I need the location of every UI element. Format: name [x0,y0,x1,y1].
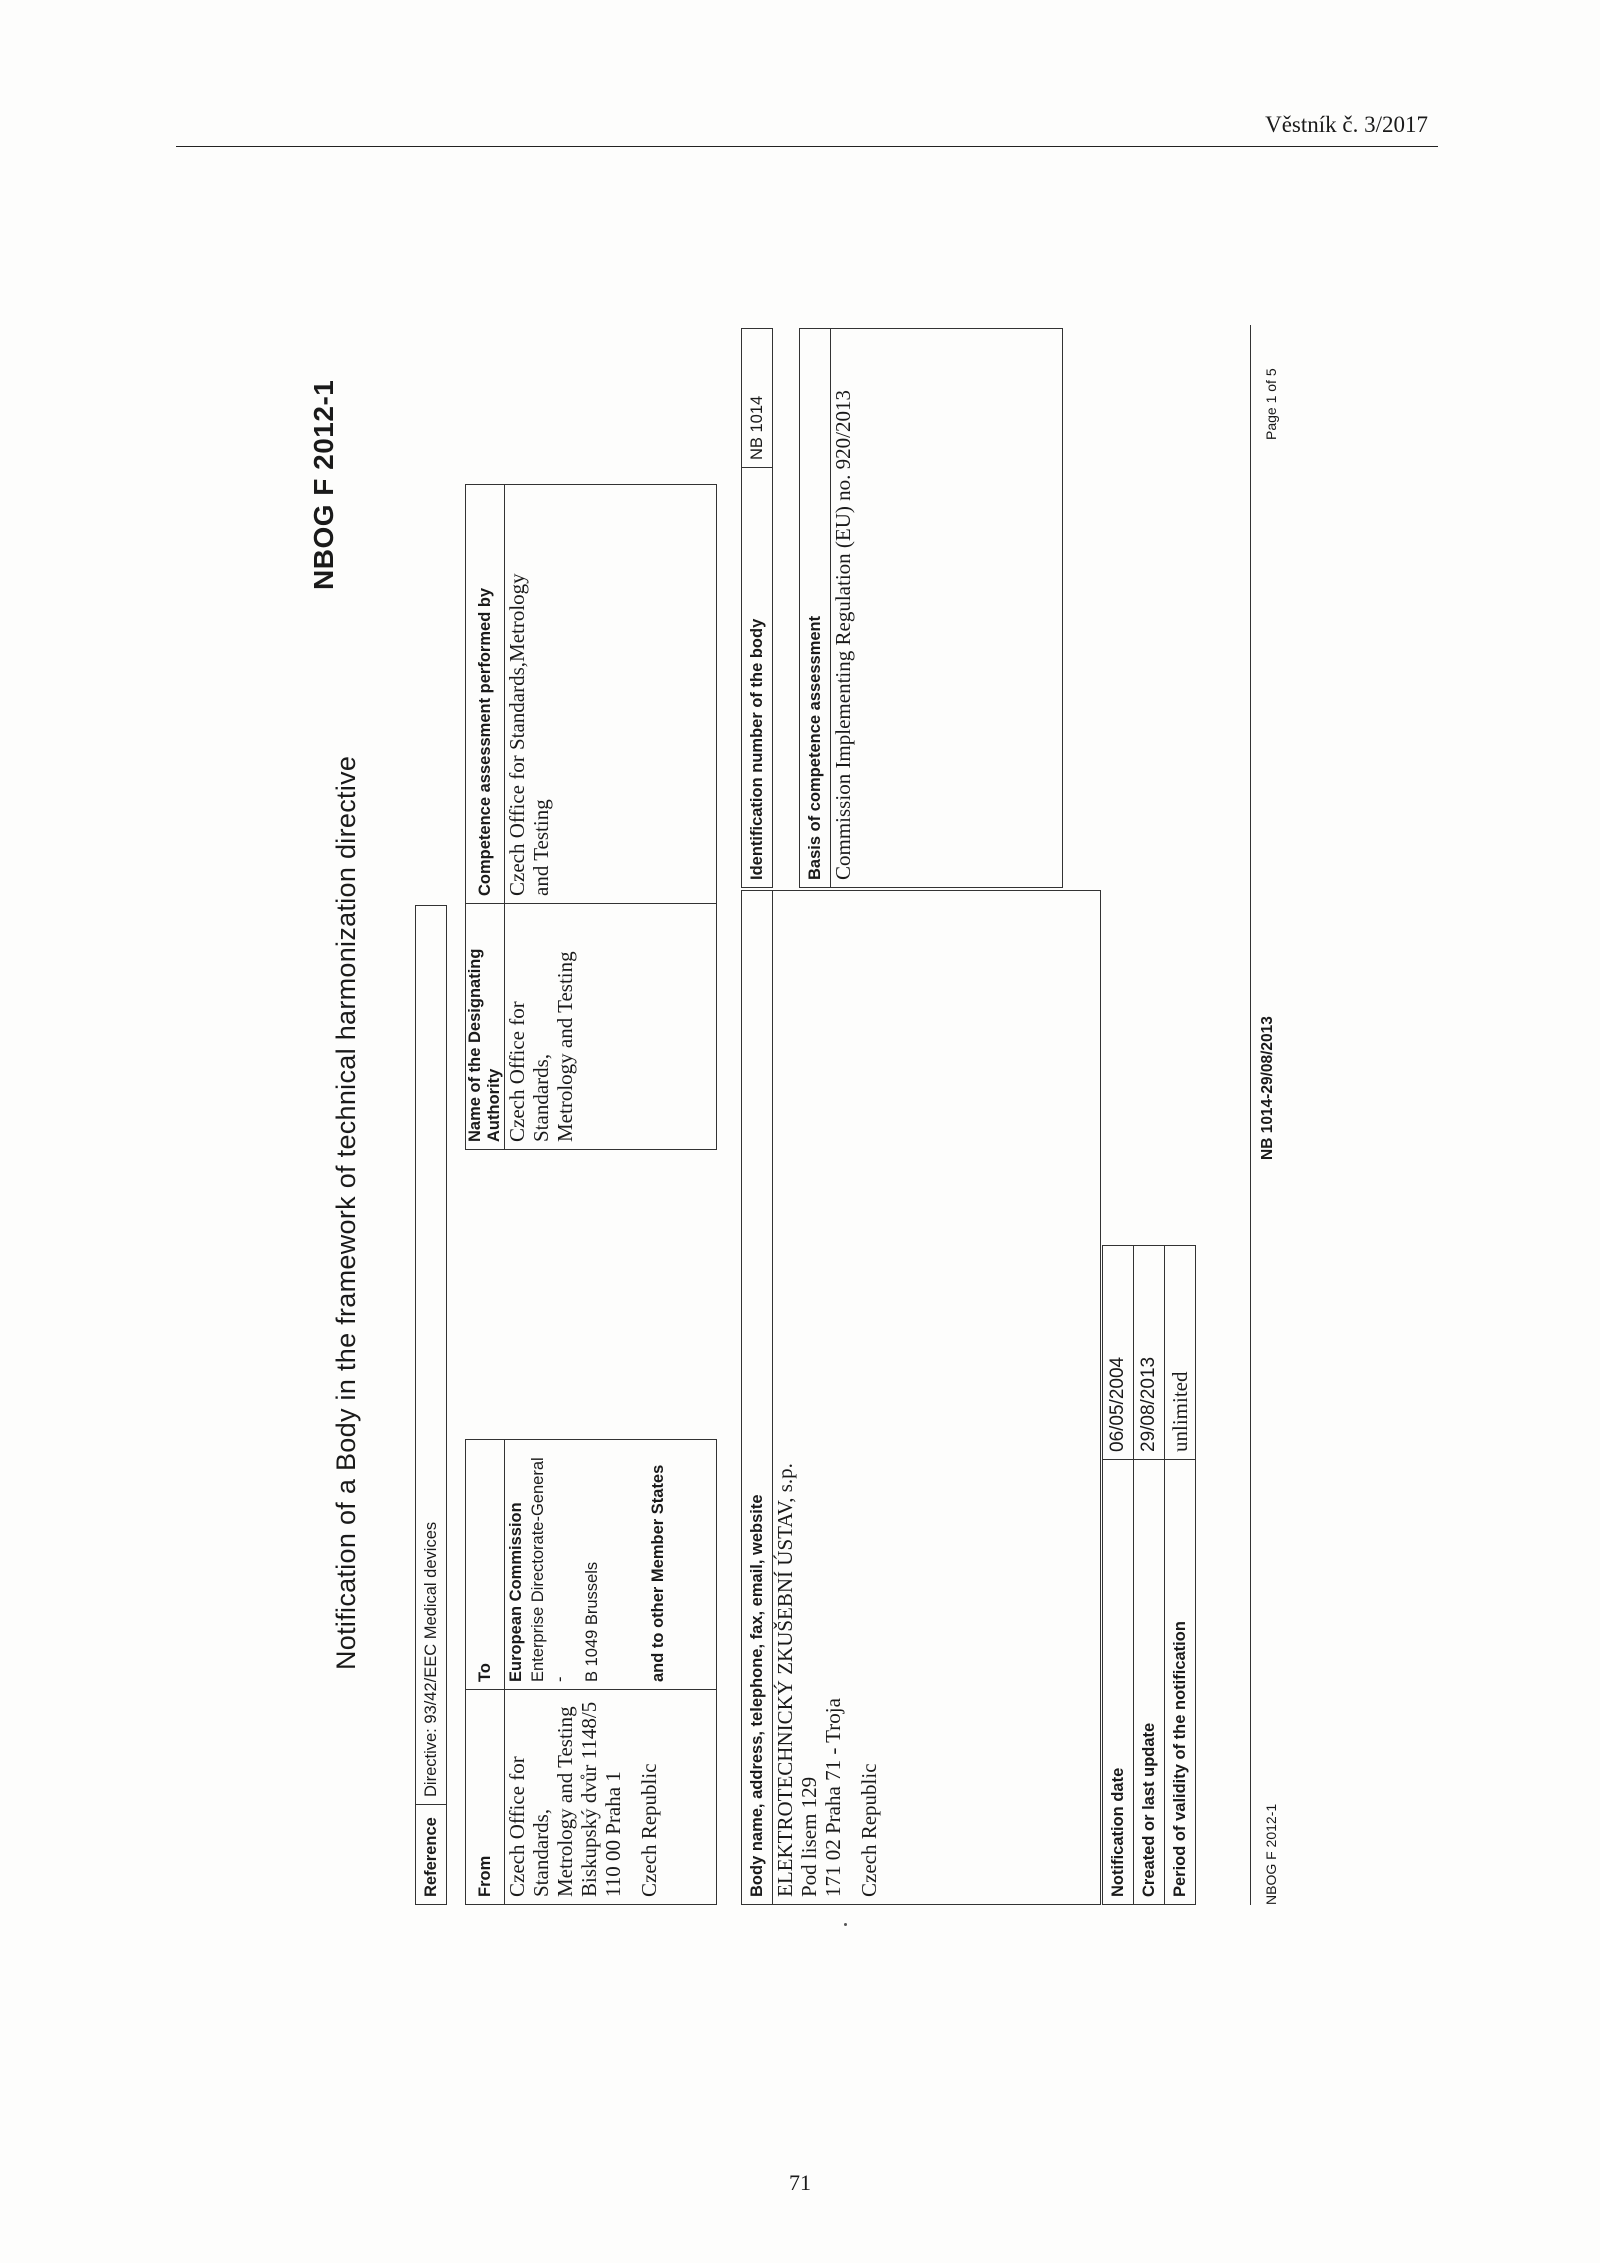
to-line: B 1049 Brussels [583,1561,601,1682]
designating-authority-line: Czech Office for Standards, [505,1001,553,1142]
competence-assessment-value [505,485,717,904]
designating-authority-label: Name of the Designating Authority [466,904,505,1150]
reference-table [415,905,447,1905]
header-rule [176,146,1438,147]
footer-page-indicator: Page 1 of 5 [1263,368,1279,440]
basis-label: Basis of competence assessment [800,329,831,888]
notification-date-value: 06/05/2004 [1103,1246,1134,1460]
basis-table [799,328,1063,888]
footer-document-id: NB 1014-29/08/2013 [1259,1016,1276,1160]
body-line: ELEKTROTECHNICKÝ ZKUŠEBNÍ ÚSTAV, s.p. [773,1463,797,1897]
from-line: Metrology and Testing [553,1706,577,1897]
notification-form [305,300,1385,1940]
dates-table [1102,1245,1196,1905]
body-country: Czech Republic [857,1763,881,1897]
bulletin-title: Věstník č. 3/2017 [1265,112,1428,137]
identification-label: Identification number of the body [742,468,773,888]
identification-value: NB 1014 [742,329,773,468]
from-line: Biskupský dvůr 1148/5 [577,1701,601,1897]
to-label: To [466,1440,505,1690]
from-line: Czech Office for Standards, [505,1756,553,1897]
to-line: - [551,1676,569,1682]
to-organization: European Commission [507,1502,525,1682]
to-line: Enterprise Directorate-General [529,1457,547,1682]
identification-table [741,328,773,888]
body-line: 171 02 Praha 71 - Troja [821,1698,845,1897]
footer-form-code: NBOG F 2012-1 [1263,1803,1279,1905]
designating-authority-line: Metrology and Testing [553,951,577,1142]
notification-date-label: Notification date [1103,1460,1134,1905]
body-line: Pod lisem 129 [797,1776,821,1897]
validity-label: Period of validity of the notification [1165,1460,1196,1905]
form-code: NBOG F 2012-1 [308,379,339,590]
page-number: 71 [789,2170,811,2195]
body-address [773,891,1101,1905]
reference-value: Directive: 93/42/EEC Medical devices [416,906,447,1805]
from-label: From [466,1690,505,1905]
basis-value: Commission Implementing Regulation (EU) no. 920/2013 [831,329,1063,888]
last-update-label: Created or last update [1134,1460,1165,1905]
reference-label: Reference [416,1805,447,1905]
from-address [505,1690,717,1905]
from-line: 110 00 Praha 1 [601,1771,625,1897]
to-address [505,1440,717,1690]
body-table [741,890,1101,1905]
footer-rule [1250,325,1251,1905]
designating-authority-value [505,904,717,1150]
competence-assessment-label: Competence assessment performed by [466,485,505,904]
last-update-value: 29/08/2013 [1134,1246,1165,1460]
validity-value: unlimited [1165,1246,1196,1460]
body-label: Body name, address, telephone, fax, email, website [742,891,773,1905]
to-note: and to other Member States [649,1464,667,1682]
competence-assessment-line: and Testing [529,799,553,896]
parties-table [465,484,717,1905]
competence-assessment-line: Czech Office for Standards,Metrology [505,573,529,896]
form-title: Notification of a Body in the framework of technical harmonization directive [331,755,361,1670]
from-country: Czech Republic [637,1763,661,1897]
